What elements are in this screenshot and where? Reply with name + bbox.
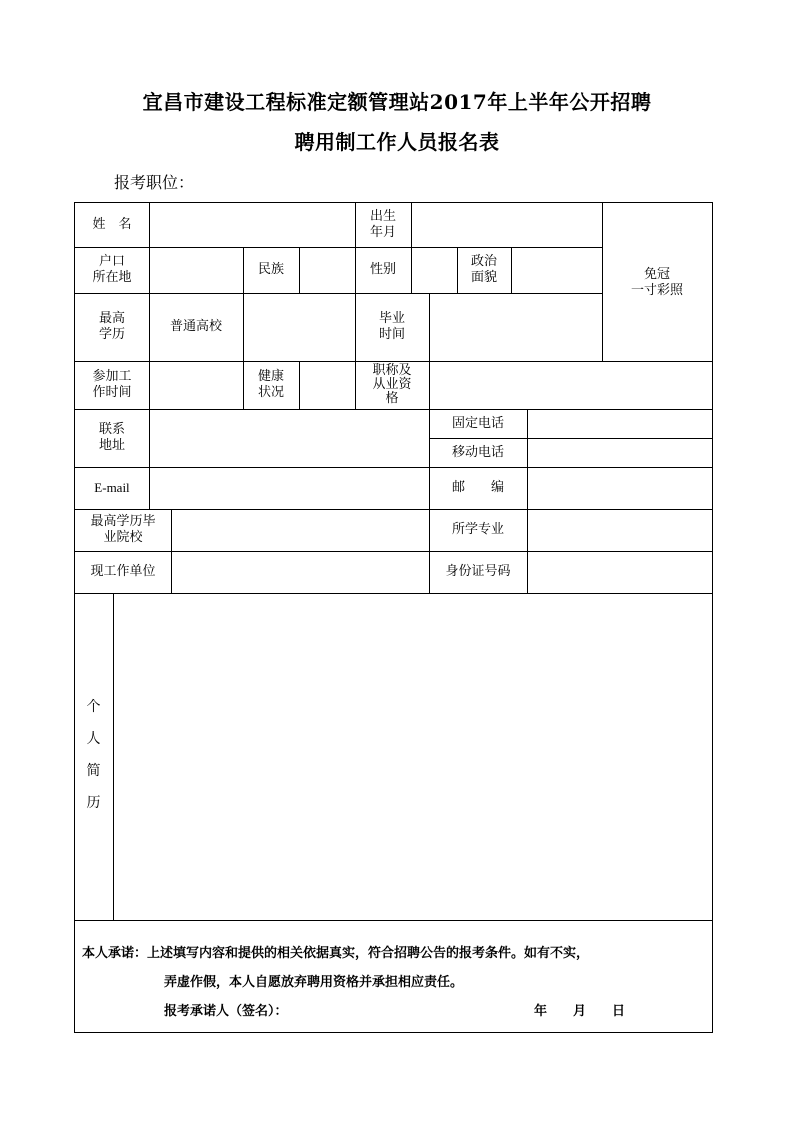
major-label: 所学专业 — [451, 522, 504, 537]
position-label: 报考职位： — [114, 173, 195, 192]
ethnicity-input[interactable] — [300, 248, 354, 292]
name-label: 姓 名 — [92, 217, 132, 232]
health-label: 健康 状况 — [257, 369, 284, 400]
pledge-line1: 本人承诺：上述填写内容和提供的相关依据真实，符合招聘公告的报考条件。如有不实， — [82, 946, 590, 961]
address-input[interactable] — [150, 410, 428, 466]
name-input[interactable] — [150, 204, 354, 246]
form-title-line2: 聘用制工作人员报名表 — [294, 130, 500, 154]
email-label: E-mail — [94, 480, 130, 495]
form-title-line1: 宜昌市建设工程标准定额管理站2017年上半年公开招聘 — [142, 90, 652, 114]
hukou-label: 户口 所在地 — [92, 254, 132, 285]
id-number-label: 身份证号码 — [445, 564, 511, 579]
address-label: 联系 地址 — [98, 422, 125, 453]
work-start-label: 参加工 作时间 — [92, 369, 132, 400]
resume-char: 个 — [86, 699, 101, 715]
postcode-input[interactable] — [528, 468, 711, 508]
graduation-label: 毕业 时间 — [378, 311, 405, 342]
major-input[interactable] — [528, 510, 711, 550]
resume-textarea[interactable] — [114, 594, 711, 919]
gender-input[interactable] — [412, 248, 456, 292]
pledge-section — [82, 939, 707, 1026]
political-input[interactable] — [512, 248, 601, 292]
employer-label: 现工作单位 — [90, 564, 156, 579]
signature-row — [82, 997, 707, 1026]
signature-label: 报考承诺人（签名）： — [164, 1004, 288, 1019]
birth-label: 出生 年月 — [369, 209, 396, 240]
phone-input[interactable] — [528, 410, 711, 437]
title-cert-label: 职称及 从业资 格 — [372, 363, 412, 406]
pledge-line2: 弄虚作假，本人自愿放弃聘用资格并承担相应责任。 — [164, 975, 464, 990]
political-label: 政治 面貌 — [470, 254, 497, 285]
work-start-input[interactable] — [150, 362, 242, 408]
title-cert-input[interactable] — [430, 362, 711, 408]
mobile-input[interactable] — [528, 439, 711, 466]
email-input[interactable] — [150, 468, 428, 508]
resume-char: 历 — [86, 795, 101, 811]
school-input[interactable] — [172, 510, 428, 550]
ethnicity-label: 民族 — [257, 262, 284, 277]
signature-date: 年 月 日 — [534, 1004, 626, 1019]
education-label: 最高 学历 — [98, 311, 125, 342]
hukou-input[interactable] — [150, 248, 242, 292]
id-number-input[interactable] — [528, 552, 711, 592]
school-label: 最高学历毕 业院校 — [90, 514, 156, 545]
graduation-input[interactable] — [430, 294, 601, 360]
postcode-label: 邮 编 — [451, 480, 504, 495]
resume-char: 简 — [86, 763, 101, 779]
health-input[interactable] — [300, 362, 354, 408]
registration-form-table — [74, 202, 713, 1033]
phone-label: 固定电话 — [451, 415, 504, 431]
employer-input[interactable] — [172, 552, 428, 592]
mobile-label: 移动电话 — [451, 444, 504, 460]
resume-char: 人 — [86, 731, 101, 747]
row-divider — [75, 920, 712, 921]
birth-input[interactable] — [412, 204, 601, 246]
photo-slot[interactable]: 免冠 一寸彩照 — [630, 267, 683, 298]
education-value: 普通高校 — [169, 319, 222, 334]
resume-label — [75, 691, 112, 819]
gender-label: 性别 — [369, 262, 396, 277]
